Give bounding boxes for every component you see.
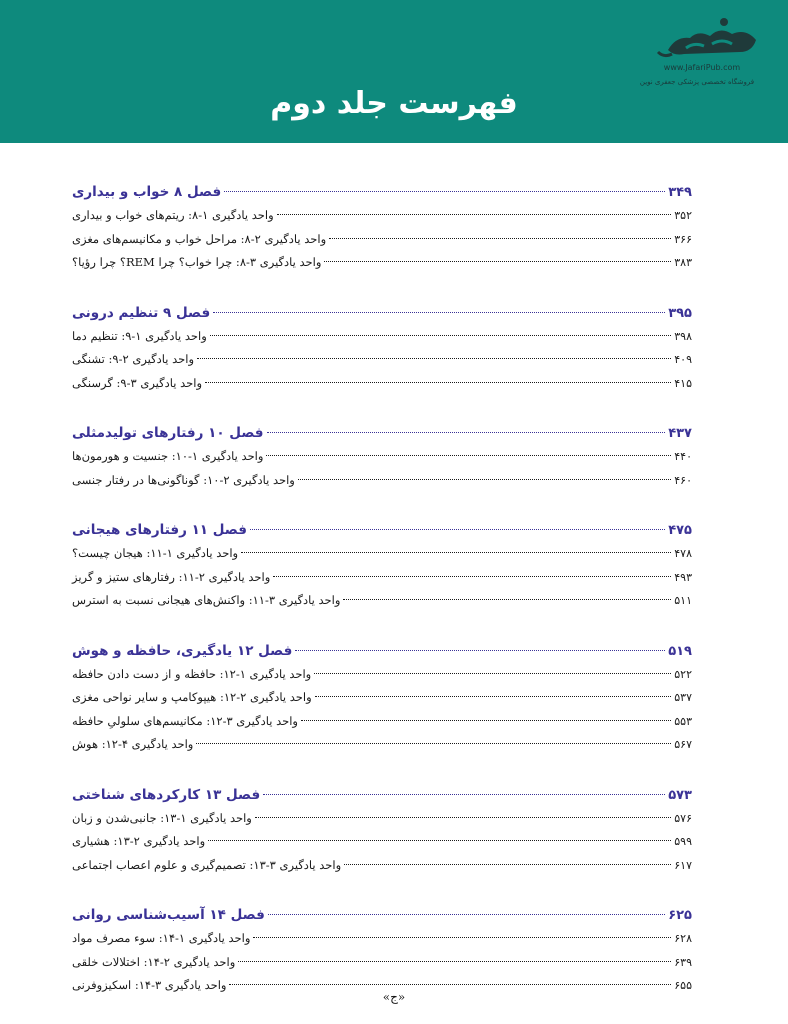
unit-page-number: ۵۷۶ (674, 811, 692, 825)
chapter-page-number: ۳۴۹ (668, 185, 692, 200)
unit-entry[interactable] (72, 204, 692, 228)
chapter-title: فصل ۹ تنظیم درونی (72, 304, 211, 321)
chapter-title: فصل ۸ خواب و بیداری (72, 184, 222, 200)
unit-entry[interactable] (72, 807, 692, 831)
unit-page-number: ۶۵۵ (674, 979, 692, 992)
unit-entry[interactable] (72, 325, 692, 349)
unit-title: واحد یادگیری ۲-۱۰: گوناگونی‌ها در رفتار جنسی (72, 472, 295, 487)
leader-dots (324, 261, 671, 262)
chapter-page-number: ۶۲۵ (668, 908, 692, 923)
leader-dots (315, 696, 672, 697)
leader-dots (196, 743, 671, 744)
chapter-heading[interactable] (72, 180, 692, 204)
chapter-section (72, 518, 692, 613)
chapter-page-number: ۴۳۷ (668, 426, 692, 441)
unit-page-number: ۳۹۸ (674, 329, 692, 343)
unit-entry[interactable] (72, 566, 692, 590)
chapter-heading[interactable] (72, 783, 692, 807)
unit-page-number: ۴۰۹ (674, 353, 692, 366)
chapter-section (72, 301, 692, 396)
unit-entry[interactable] (72, 445, 692, 469)
unit-title: واحد یادگیری ۲-۹: تشنگی (72, 352, 194, 366)
unit-title: واحد یادگیری ۱-۸: ریتم‌های خواب و بیداری (72, 208, 274, 222)
chapter-section (72, 903, 692, 998)
unit-title: واحد یادگیری ۱-۱۲: حافظه و از دست دادن حافظه (72, 666, 312, 681)
leader-dots (253, 937, 671, 938)
unit-entry[interactable] (72, 686, 692, 710)
leader-dots (229, 984, 671, 985)
unit-title: واحد یادگیری ۳-۱۳: تصمیم‌گیری و علوم اعصاب اجتماعی (72, 857, 342, 872)
leader-dots (344, 864, 671, 865)
chapter-title: فصل ۱۱ رفتارهای هیجانی (72, 522, 247, 538)
leader-dots (238, 961, 671, 962)
unit-title: واحد یادگیری ۲-۱۲: هیپوکامپ و سایر نواحی مغزی (72, 690, 312, 704)
unit-title: واحد یادگیری ۳-۸: چرا خواب؟ چرا REM؟ چرا رؤیا؟ (72, 255, 322, 269)
leader-dots (267, 432, 666, 433)
chapter-page-number: ۳۹۵ (668, 305, 692, 321)
leader-dots (277, 214, 672, 215)
unit-page-number: ۳۸۳ (674, 256, 692, 269)
unit-title: واحد یادگیری ۴-۱۲: هوش (72, 737, 194, 751)
leader-dots (208, 840, 671, 841)
leader-dots (197, 358, 671, 359)
chapter-title: فصل ۱۴ آسیب‌شناسی روانی (72, 907, 265, 923)
unit-page-number: ۳۵۲ (674, 209, 692, 222)
page-title: فهرست جلد دوم (270, 86, 518, 121)
unit-entry[interactable] (72, 251, 692, 275)
unit-title: واحد یادگیری ۱-۱۱: هیجان چیست؟ (72, 546, 239, 560)
leader-dots (343, 599, 671, 600)
unit-title: واحد یادگیری ۱-۹: تنظیم دما (72, 328, 207, 343)
unit-page-number: ۵۶۷ (674, 738, 692, 751)
unit-entry[interactable] (72, 372, 692, 396)
leader-dots (314, 673, 671, 674)
unit-title: واحد یادگیری ۲-۱۴: اختلالات خلقی (72, 954, 236, 969)
unit-entry[interactable] (72, 830, 692, 854)
leader-dots (213, 312, 665, 313)
chapter-heading[interactable] (72, 301, 692, 325)
chapter-heading[interactable] (72, 639, 692, 663)
unit-title: واحد یادگیری ۲-۸: مراحل خواب و مکانیسم‌های مغزی (72, 231, 327, 246)
leader-dots (295, 650, 665, 651)
logo-url: www.JafariPub.com (663, 63, 741, 72)
chapter-page-number: ۵۷۳ (668, 787, 692, 803)
table-of-contents (72, 180, 692, 1024)
chapter-section (72, 783, 692, 878)
logo-tagline: فروشگاه تخصصی پزشکی جعفری نوین (639, 78, 755, 86)
unit-entry[interactable] (72, 927, 692, 951)
unit-title: واحد یادگیری ۲-۱۱: رفتارهای ستیز و گریز (72, 569, 271, 584)
chapter-section (72, 421, 692, 492)
unit-title: واحد یادگیری ۳-۱۱: واکنش‌های هیجانی نسبت به استرس (72, 593, 341, 607)
unit-page-number: ۶۲۸ (674, 932, 692, 945)
unit-page-number: ۴۹۳ (674, 570, 692, 584)
leader-dots (250, 529, 665, 530)
unit-page-number: ۴۴۰ (674, 450, 692, 463)
unit-entry[interactable] (72, 951, 692, 975)
unit-entry[interactable] (72, 710, 692, 734)
page-number: «ج» (382, 990, 406, 1004)
unit-page-number: ۶۱۷ (674, 858, 692, 872)
leader-dots (301, 720, 671, 721)
unit-page-number: ۳۶۶ (674, 232, 692, 246)
unit-page-number: ۴۱۵ (674, 376, 692, 390)
leader-dots (329, 238, 671, 239)
leader-dots (268, 914, 665, 915)
chapter-page-number: ۴۷۵ (668, 523, 692, 538)
chapter-page-number: ۵۱۹ (668, 643, 692, 659)
chapter-heading[interactable] (72, 518, 692, 542)
chapter-section (72, 180, 692, 275)
chapter-section (72, 639, 692, 757)
unit-entry[interactable] (72, 348, 692, 372)
leader-dots (266, 455, 671, 456)
unit-page-number: ۵۱۱ (674, 594, 692, 607)
unit-title: واحد یادگیری ۲-۱۳: هشیاری (72, 834, 206, 848)
unit-entry[interactable] (72, 854, 692, 878)
unit-page-number: ۶۳۹ (674, 955, 692, 969)
unit-page-number: ۴۷۸ (674, 547, 692, 560)
leader-dots (210, 335, 671, 336)
unit-entry[interactable] (72, 663, 692, 687)
chapter-heading[interactable] (72, 903, 692, 927)
chapter-title: فصل ۱۲ یادگیری، حافظه و هوش (72, 642, 293, 659)
header-banner (0, 0, 788, 143)
unit-entry[interactable] (72, 589, 692, 613)
unit-title: واحد یادگیری ۳-۱۴: اسکیزوفرنی (72, 978, 227, 992)
unit-page-number: ۵۹۹ (674, 835, 692, 848)
unit-page-number: ۵۲۲ (674, 667, 692, 681)
leader-dots (205, 382, 671, 383)
leader-dots (298, 479, 671, 480)
chapter-title: فصل ۱۰ رفتارهای تولیدمثلی (72, 425, 264, 441)
unit-title: واحد یادگیری ۱-۱۰: جنسیت و هورمون‌ها (72, 449, 264, 463)
leader-dots (273, 576, 671, 577)
leader-dots (241, 552, 671, 553)
unit-entry[interactable] (72, 542, 692, 566)
chapter-heading[interactable] (72, 421, 692, 445)
chapter-title: فصل ۱۳ کارکردهای شناختی (72, 786, 261, 803)
unit-entry[interactable] (72, 733, 692, 757)
unit-entry[interactable] (72, 469, 692, 493)
leader-dots (255, 817, 671, 818)
unit-entry[interactable] (72, 228, 692, 252)
unit-title: واحد یادگیری ۳-۱۲: مکانیسم‌های سلولیِ حافظه (72, 713, 298, 728)
unit-page-number: ۴۶۰ (674, 473, 692, 487)
unit-title: واحد یادگیری ۱-۱۳: جانبی‌شدن و زبان (72, 810, 252, 825)
unit-page-number: ۵۳۷ (674, 691, 692, 704)
leader-dots (224, 191, 665, 192)
unit-title: واحد یادگیری ۱-۱۴: سوء مصرف مواد (72, 931, 251, 945)
unit-page-number: ۵۵۳ (674, 714, 692, 728)
leader-dots (263, 794, 665, 795)
unit-title: واحد یادگیری ۳-۹: گرسنگی (72, 375, 202, 390)
